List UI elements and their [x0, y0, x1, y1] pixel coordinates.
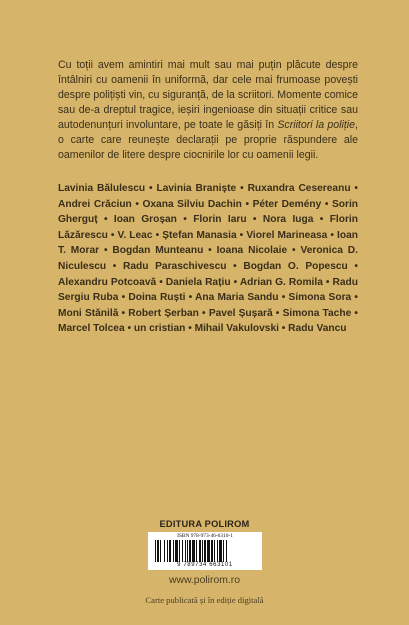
book-title: Scriitori la poliție: [277, 119, 356, 131]
publisher-website: www.polirom.ro: [168, 575, 241, 586]
isbn-label: ISBN 978-973-46-6310-1: [177, 533, 233, 539]
barcode-bars: [155, 540, 255, 562]
isbn-barcode: [148, 532, 262, 570]
digital-edition-note: Carte publicată și în ediție digitală: [145, 595, 264, 605]
blurb-text-start: Cu toții avem amintiri mai mult sau mai puțin plăcute despre întâlniri cu oamenii în uniformă, dar cele mai frumoase povești despre polițiști vin, cu siguranță, de la scriitori. Momente comice sau de-a dreptul tragice, ieșiri ingenioase din situații critice sau autodenunțuri involuntare, pe toate le găsiți în: [58, 59, 358, 131]
publisher-name: EDITURA POLIROM: [159, 519, 250, 529]
ean-digits: 9 789734 663101: [177, 562, 233, 568]
author-list: Lavinia Bălulescu • Lavinia Braniște • Ruxandra Cesereanu • Andrei Crăciun • Oxana Silviu Dachin • Péter Demény • Sorin Gherguț • Ioan Groșan • Florin Iaru • Nora Iuga • Florin Lăzărescu • V. Leac • Ștefan Manasia • Viorel Marineasa • Ioan T. Morar • Bogdan Munteanu • Ioana Nicolaie • Veronica D. Niculescu • Radu Paraschivescu • Bogdan O. Popescu • Alexandru Potcoavă • Daniela Rațiu • Adrian G. Romila • Radu Sergiu Ruba • Doina Ruști • Ana Maria Sandu • Simona Sora • Moni Stănilă • Robert Șerban • Pavel Șușară • Simona Tache • Marcel Tolcea • un cristian • Mihail Vakulovski • Radu Vancu: [58, 183, 358, 335]
blurb-text-end: , o carte care reunește declarații pe proprie răspundere ale oamenilor de litere despre ciocnirile lor cu oamenii legii.: [58, 119, 358, 161]
back-cover-blurb: [58, 58, 358, 163]
